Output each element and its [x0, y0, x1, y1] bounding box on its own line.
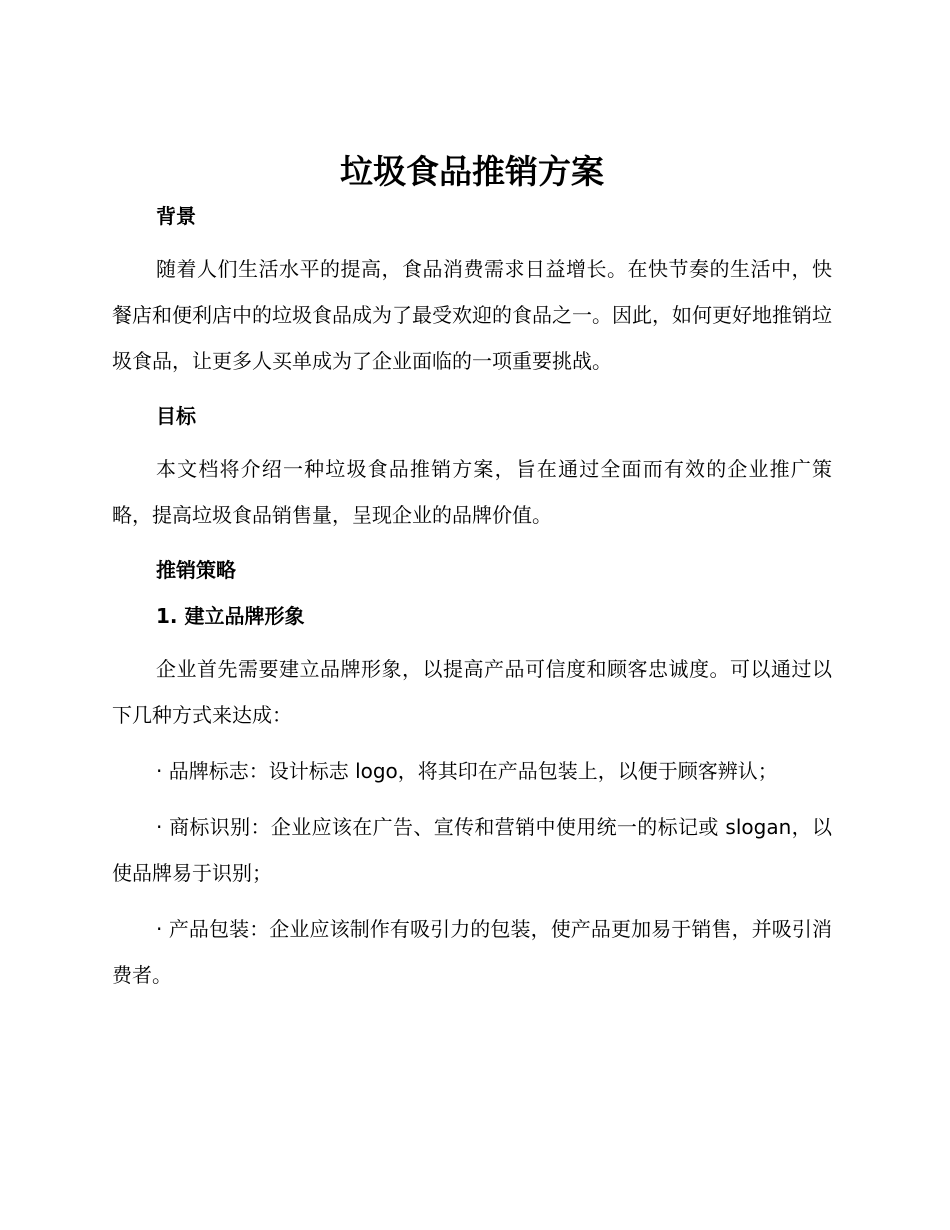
paragraph-goal: 本文档将介绍一种垃圾食品推销方案，旨在通过全面而有效的企业推广策略，提高垃圾食品销售量，呈现企业的品牌价值。	[112, 457, 832, 527]
section-heading-goal: 目标	[156, 404, 196, 428]
section-heading-background: 背景	[156, 204, 196, 228]
spacer	[112, 630, 832, 646]
spacer	[112, 794, 832, 804]
document-title: 垃圾食品推销方案	[340, 152, 604, 191]
spacer	[112, 738, 832, 748]
spacer	[112, 384, 832, 402]
spacer	[112, 896, 832, 906]
spacer	[112, 230, 832, 246]
bullet-item: · 产品包装：企业应该制作有吸引力的包装，使产品更加易于销售，并吸引消费者。	[112, 917, 832, 987]
spacer	[112, 538, 832, 556]
paragraph-brand-image: 企业首先需要建立品牌形象，以提高产品可信度和顾客忠诚度。可以通过以下几种方式来达成：	[112, 657, 832, 727]
section-heading-strategy: 推销策略	[156, 558, 236, 582]
bullet-item: · 品牌标志：设计标志 logo，将其印在产品包装上，以便于顾客辨认；	[156, 759, 778, 783]
subsection-heading-brand-image: 1. 建立品牌形象	[156, 604, 305, 628]
bullet-item: · 商标识别：企业应该在广告、宣传和营销中使用统一的标记或 slogan，以使品牌易于识别；	[112, 815, 832, 885]
document-content	[112, 150, 832, 998]
spacer	[112, 584, 832, 602]
paragraph-background: 随着人们生活水平的提高，食品消费需求日益增长。在快节奏的生活中，快餐店和便利店中的垃圾食品成为了最受欢迎的食品之一。因此，如何更好地推销垃圾食品，让更多人买单成为了企业面临的一项重要挑战。	[112, 257, 832, 373]
spacer	[112, 430, 832, 446]
